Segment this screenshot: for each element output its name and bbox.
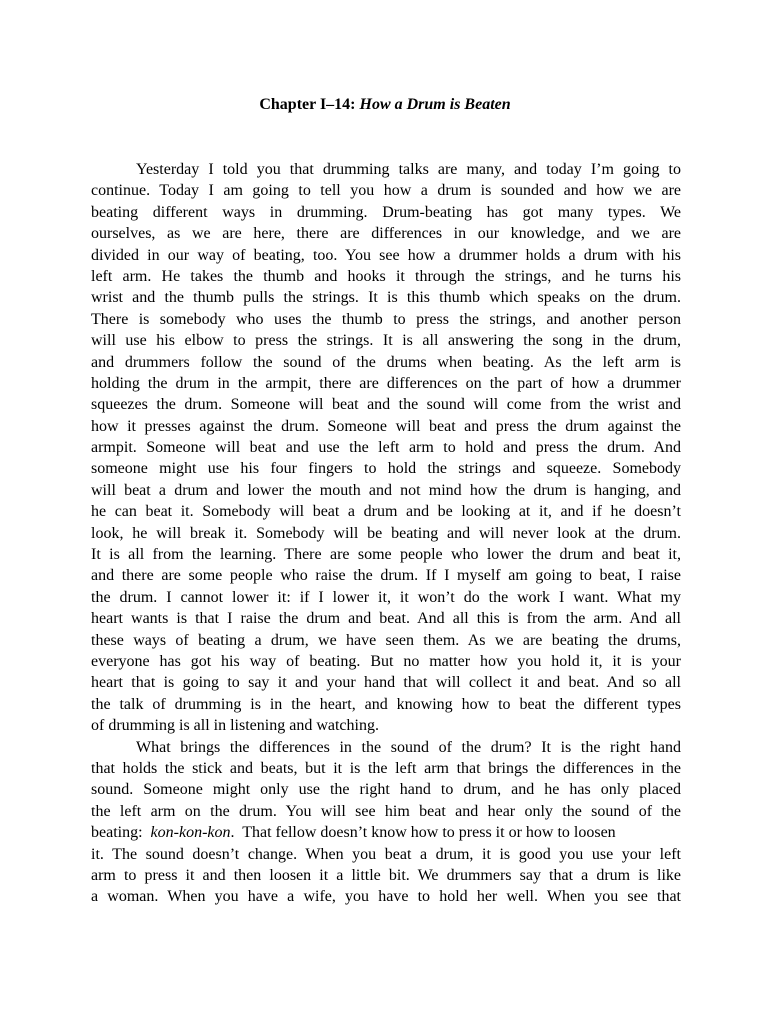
text-line: heart wants is that I raise the drum and beat. And all this is from the arm. And all bbox=[91, 610, 681, 628]
text-line: and there are some people who raise the drum. If I myself am going to beat, I raise bbox=[91, 567, 681, 585]
chapter-title-text: How a Drum is Beaten bbox=[359, 96, 511, 113]
text-line: arm to press it and then loosen it a little bit. We drummers say that a drum is like bbox=[91, 866, 681, 884]
text-line: ourselves, as we are here, there are differences in our knowledge, and we are bbox=[91, 225, 681, 243]
text-line: armpit. Someone will beat and use the left arm to hold and press the drum. And bbox=[91, 439, 681, 457]
text-line: It is all from the learning. There are some people who lower the drum and beat it, bbox=[91, 546, 681, 564]
paragraph-2 bbox=[91, 737, 681, 908]
text-line: There is somebody who uses the thumb to press the strings, and another person bbox=[91, 310, 681, 328]
text-line: these ways of beating a drum, we have seen them. As we are beating the drums, bbox=[91, 631, 681, 649]
beating-suffix: . That fellow doesn’t know how to press it or how to loosen bbox=[230, 824, 616, 842]
text-line: beating different ways in drumming. Drum-beating has got many types. We bbox=[91, 203, 681, 221]
chapter-label: Chapter I–14: bbox=[259, 96, 356, 113]
paragraph-1 bbox=[91, 159, 681, 737]
text-line: divided in our way of beating, too. You see how a drummer holds a drum with his bbox=[91, 246, 681, 264]
drum-sound-text: kon-kon-kon bbox=[150, 824, 231, 842]
text-line: squeezes the drum. Someone will beat and the sound will come from the wrist and bbox=[91, 396, 681, 414]
text-line: how it presses against the drum. Someone will beat and press the drum against the bbox=[91, 417, 681, 435]
beating-prefix: beating: bbox=[91, 824, 151, 842]
text-line: will beat a drum and lower the mouth and not mind how the drum is hanging, and bbox=[91, 481, 681, 499]
text-line: everyone has got his way of beating. But no matter how you hold it, it is your bbox=[91, 652, 681, 670]
text-line: the talk of drumming is in the heart, and knowing how to beat the different types bbox=[91, 695, 681, 713]
text-line: the drum. I cannot lower it: if I lower it, it won’t do the work I want. What my bbox=[91, 588, 681, 606]
text-line: and drummers follow the sound of the drums when beating. As the left arm is bbox=[91, 353, 681, 371]
text-line: look, he will break it. Somebody will be beating and will never look at the drum. bbox=[91, 524, 681, 542]
text-line-with-sound bbox=[91, 822, 681, 843]
text-line: a woman. When you have a wife, you have to hold her well. When you see that bbox=[91, 888, 681, 906]
text-line: Yesterday I told you that drumming talks are many, and today I’m going to bbox=[136, 161, 681, 178]
text-line: holding the drum in the armpit, there are differences on the part of how a drummer bbox=[91, 374, 681, 392]
text-line: heart that is going to say it and your hand that will collect it and beat. And so all bbox=[91, 674, 681, 692]
text-line: sound. Someone might only use the right hand to drum, and he has only placed bbox=[91, 781, 681, 799]
body-text bbox=[91, 159, 681, 908]
chapter-title bbox=[0, 95, 770, 115]
text-line: wrist and the thumb pulls the strings. It is this thumb which speaks on the drum. bbox=[91, 289, 681, 307]
text-line: it. The sound doesn’t change. When you beat a drum, it is good you use your left bbox=[91, 845, 681, 863]
text-line: someone might use his four fingers to hold the strings and squeeze. Somebody bbox=[91, 460, 681, 478]
text-line: that holds the stick and beats, but it is the left arm that brings the differences in the bbox=[91, 759, 681, 777]
text-line: What brings the differences in the sound of the drum? It is the right hand bbox=[136, 738, 681, 756]
text-line: he can beat it. Somebody will beat a drum and be looking at it, and if he doesn’t bbox=[91, 503, 681, 521]
text-line: continue. Today I am going to tell you how a drum is sounded and how we are bbox=[91, 182, 681, 200]
text-line: left arm. He takes the thumb and hooks it through the strings, and he turns his bbox=[91, 267, 681, 285]
text-line: of drumming is all in listening and watching. bbox=[91, 717, 379, 735]
text-line: will use his elbow to press the strings. It is all answering the song in the drum, bbox=[91, 332, 681, 350]
text-line: the left arm on the drum. You will see him beat and hear only the sound of the bbox=[91, 802, 681, 820]
